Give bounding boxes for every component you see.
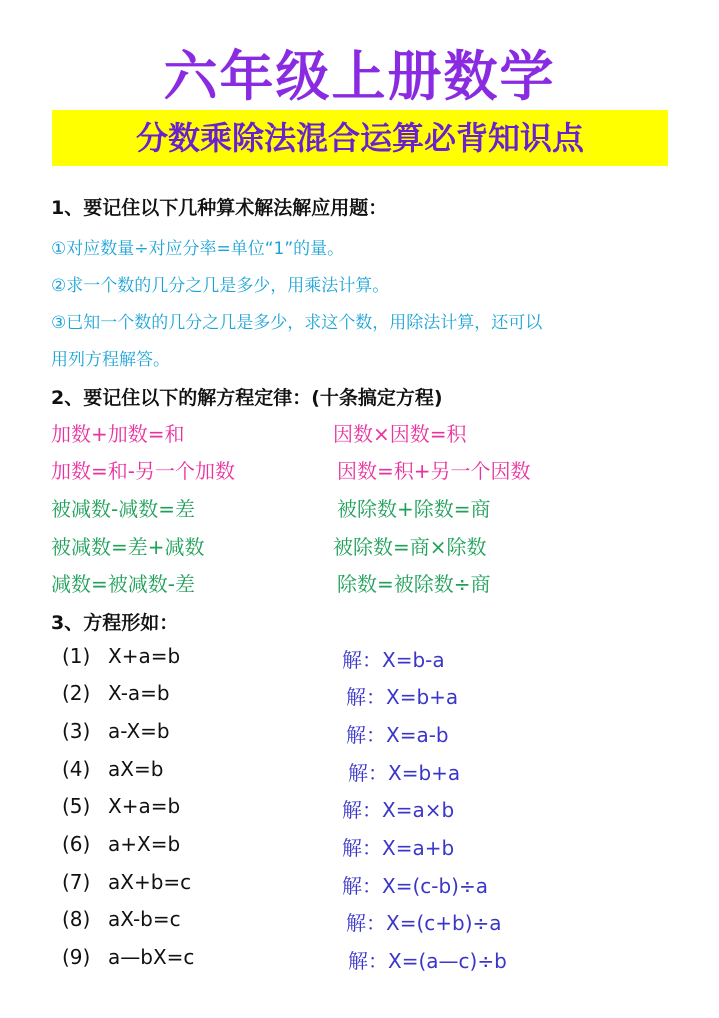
rule-left: 加数+加数=和 — [51, 422, 185, 446]
rule-left: 被减数-减数=差 — [51, 497, 195, 521]
rule-row — [0, 568, 719, 598]
equation-solution: 解：X=a+b — [342, 836, 455, 860]
equation-form: a+X=b — [108, 832, 181, 856]
equation-row — [0, 681, 719, 711]
equation-form: a—bX=c — [108, 945, 195, 969]
equation-solution: 解：X=b+a — [346, 685, 459, 709]
equation-solution: 解：X=a×b — [342, 798, 455, 822]
section1-item: ②求一个数的几分之几是多少，用乘法计算。 — [51, 276, 390, 296]
rule-row — [0, 455, 719, 485]
equation-form: aX-b=c — [108, 907, 181, 931]
equation-solution: 解：X=a-b — [346, 723, 449, 747]
equation-number: (8) — [62, 907, 91, 931]
section3-heading: 3、方程形如： — [51, 612, 179, 634]
equation-row — [0, 945, 719, 975]
equation-number: (2) — [62, 681, 91, 705]
equation-form: X+a=b — [108, 794, 181, 818]
equation-row — [0, 794, 719, 824]
equation-number: (5) — [62, 794, 91, 818]
rule-row — [0, 418, 719, 448]
rule-left: 加数=和-另一个加数 — [51, 459, 235, 483]
equation-row — [0, 832, 719, 862]
equation-solution: 解：X=b+a — [348, 761, 461, 785]
rule-row — [0, 493, 719, 523]
equation-form: aX+b=c — [108, 870, 192, 894]
section2-heading: 2、要记住以下的解方程定律：(十条搞定方程) — [51, 387, 443, 409]
equation-solution: 解：X=(c+b)÷a — [346, 911, 502, 935]
page-title: 六年级上册数学 — [163, 45, 556, 108]
section1-heading: 1、要记住以下几种算术解法解应用题： — [51, 197, 388, 219]
equation-row — [0, 757, 719, 787]
equation-row — [0, 644, 719, 674]
equation-form: X+a=b — [108, 644, 181, 668]
subtitle-banner: 分数乘除法混合运算必背知识点 — [52, 110, 668, 166]
rule-right: 因数×因数=积 — [333, 422, 467, 446]
rule-row — [0, 531, 719, 561]
rule-right: 因数=积+另一个因数 — [337, 459, 531, 483]
equation-solution: 解：X=b-a — [342, 648, 445, 672]
equation-number: (4) — [62, 757, 91, 781]
rule-right: 被除数+除数=商 — [337, 497, 491, 521]
equation-form: X-a=b — [108, 681, 170, 705]
equation-number: (1) — [62, 644, 91, 668]
equation-row — [0, 870, 719, 900]
equation-form: aX=b — [108, 757, 164, 781]
rule-right: 除数=被除数÷商 — [337, 572, 491, 596]
rule-left: 减数=被减数-差 — [51, 572, 195, 596]
equation-row — [0, 719, 719, 749]
rule-left: 被减数=差+减数 — [51, 535, 205, 559]
equation-number: (7) — [62, 870, 91, 894]
equation-solution: 解：X=(c-b)÷a — [342, 874, 488, 898]
equation-number: (9) — [62, 945, 91, 969]
section1-item: ①对应数量÷对应分率=单位“1”的量。 — [51, 239, 345, 259]
equation-number: (6) — [62, 832, 91, 856]
section1-item: 用列方程解答。 — [51, 350, 170, 370]
equation-form: a-X=b — [108, 719, 170, 743]
equation-solution: 解：X=(a—c)÷b — [348, 949, 507, 973]
rule-right: 被除数=商×除数 — [333, 535, 487, 559]
equation-row — [0, 907, 719, 937]
equation-number: (3) — [62, 719, 91, 743]
section1-item: ③已知一个数的几分之几是多少，求这个数，用除法计算，还可以 — [51, 313, 543, 333]
